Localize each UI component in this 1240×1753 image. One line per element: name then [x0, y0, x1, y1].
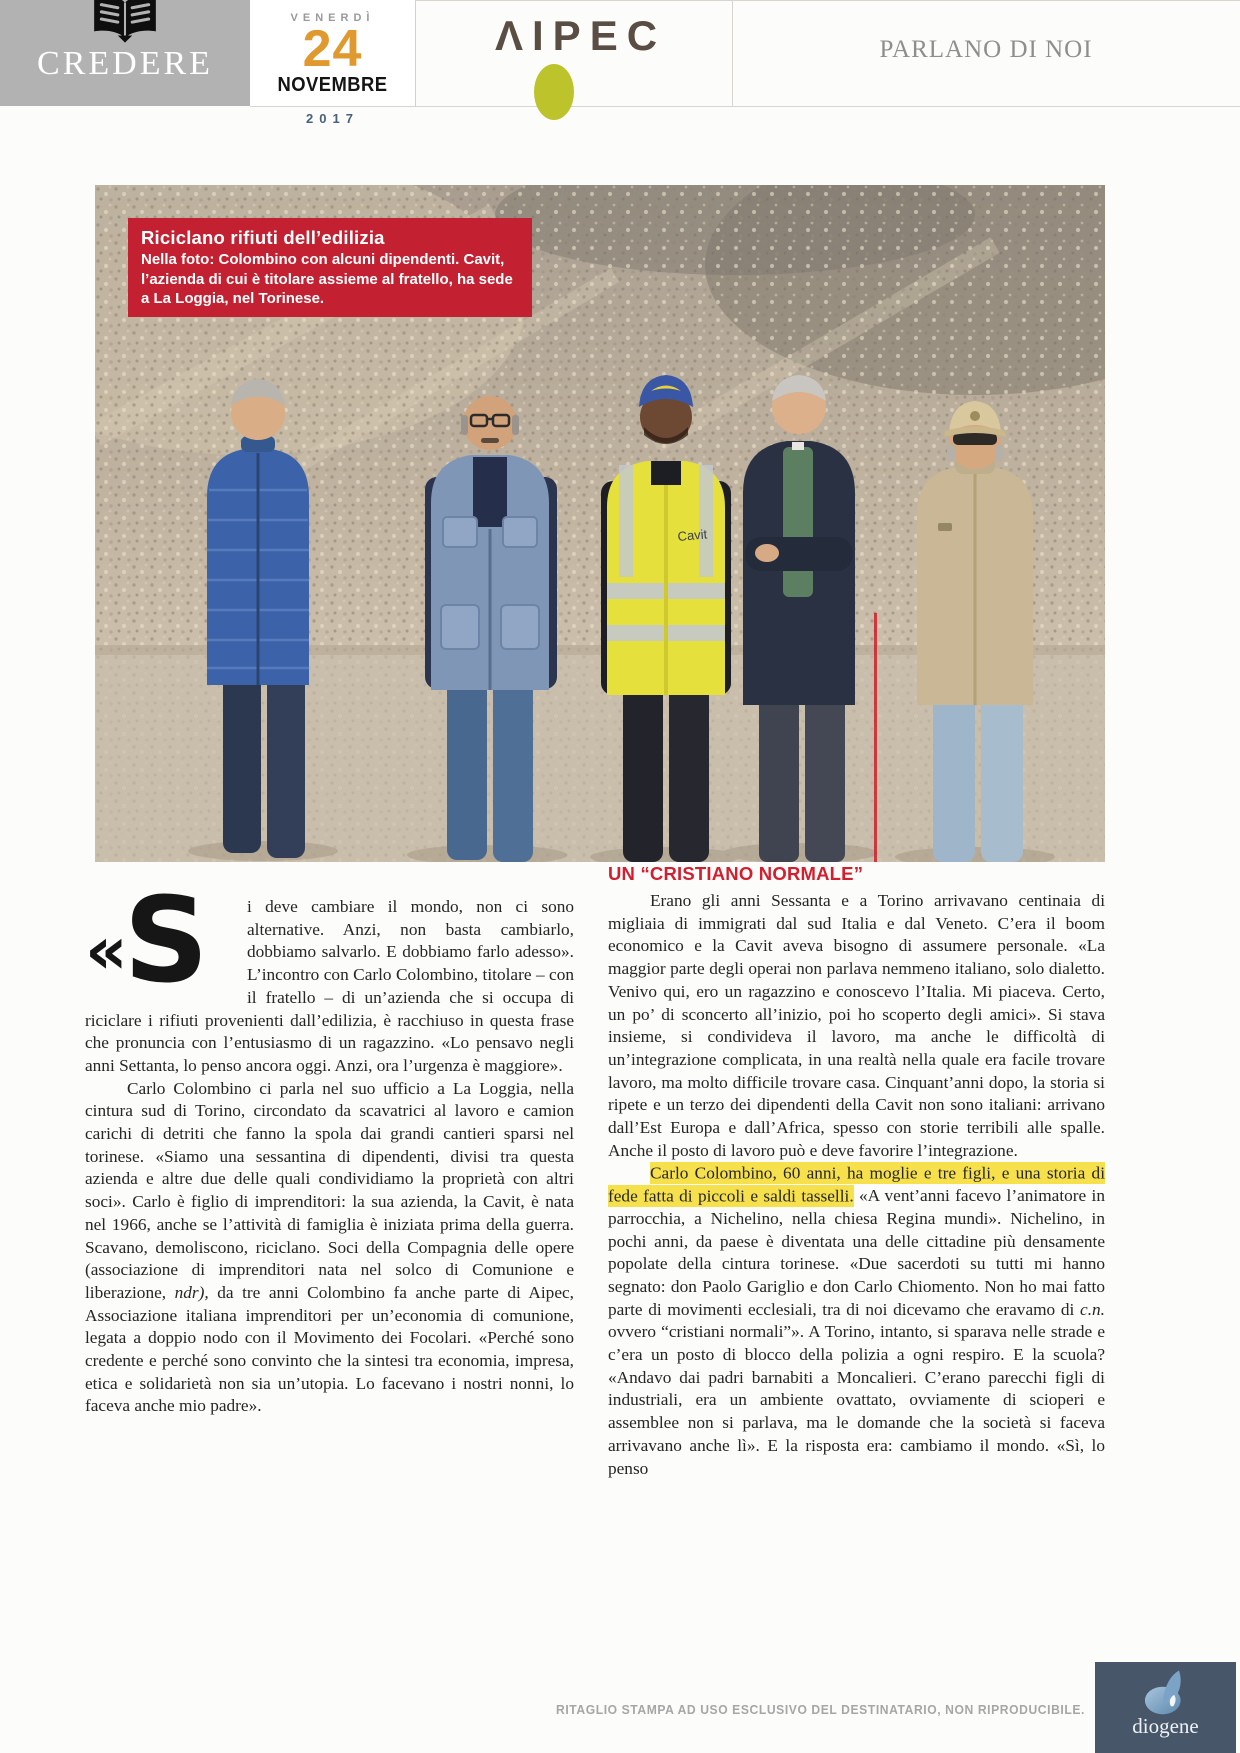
drop-cap	[85, 871, 247, 1009]
paragraph-text: i deve cambiare il mondo, non ci sono alternative. Anzi, non basta cambiarlo, dobbiamo salvarlo. E dobbiamo farlo adesso». L’incontro con Carlo Colombino, titolare – con il fratello – di un’azienda che si occupa di riciclare i rifiuti provenienti dall’edilizia, è racchiuso in questa frase che pronuncia con l’entusiasmo di un ragazzino. «Lo pensavo negli anni Settanta, lo penso ancora oggi. Anzi, ora l’urgenza è maggiore».	[85, 897, 574, 1075]
date-month: NOVEMBRE	[277, 74, 388, 96]
section-heading: UN “CRISTIANO NORMALE”	[608, 863, 864, 884]
photo-caption-body: Nella foto: Colombino con alcuni dipendenti. Cavit, l’azienda di cui è titolare assieme al fratello, ha sede a La Loggia, nel Torinese.	[141, 251, 513, 307]
paragraph-text: Carlo Colombino ci parla nel suo ufficio a La Loggia, nella cintura sud di Torino, circondato da scavatrici al lavoro e camion carichi di detriti che fanno la spola dai grandi cantieri sparsi nel torinese. «Siamo una sessantina di dipendenti, divisi tra questa azienda e altre due delle quali condividiamo la proprietà con altri soci». Carlo è figlio di imprenditori: la sua azienda, la Cavit, è nata nel 1966, anche se l’attività di famiglia è iniziata prima della guerra. Scavano, demoliscono, riciclano. Soci della Compagnia delle opere (associazione di imprenditori nata nel solco di Comunione e liberazione,	[85, 1078, 574, 1302]
drop-cap-quote: «	[85, 912, 124, 989]
article-photo	[95, 185, 1105, 862]
date-year: 2017	[306, 111, 359, 126]
paragraph-cavit	[85, 1078, 574, 1419]
date-weekday: VENERDÌ	[290, 12, 375, 24]
credere-section-box	[0, 0, 250, 106]
date-badge	[250, 0, 416, 106]
section-label: CREDERE	[37, 45, 213, 82]
header-top-rule	[415, 0, 1240, 1]
diogene-logo-box	[1095, 1662, 1236, 1753]
italic-ndr: ndr),	[174, 1282, 209, 1302]
diogene-logo-text: diogene	[1132, 1714, 1199, 1738]
paragraph-anni-sessanta: Erano gli anni Sessanta e a Torino arrivavano centinaia di migliaia di immigrati dal sud Italia e dal Veneto. C’era il boom economico e la Cavit aveva bisogno di assumere personale. «La maggior parte degli operai non parlava nemmeno italiano, solo dialetto. Venivo qui, ero un ragazzino e conoscevo l’Italia. Mi piaceva. Certo, un po’ di sconcerto all’inizio, poi ho scoperto degli amici». Si stava insieme, si condivideva il lavoro, ma anche le difficoltà di un’integrazione complicata, in una realtà nella quale era facile trovare lavoro, ma molto difficile trovare casa. Cinquant’anni dopo, la storia si ripete e un terzo dei dipendenti della Cavit non sono italiani: arrivano dall’Est Europa e dall’Africa, spesso con storie terribili alle spalle. Anche il posto di lavoro può e deve favorire l’integrazione.	[608, 891, 1105, 1160]
page-section-title: PARLANO DI NOI	[879, 36, 1093, 63]
paragraph-opening	[85, 871, 574, 1078]
paragraph-text: da tre anni Colombino fa anche parte di Aipec, Associazione italiana imprenditori per un’economia di comunione, legata a doppio nodo con il Movimento dei Focolari. «Perché sono credente e perché sono convinto che la sintesi tra economia, impresa, etica e solidarietà non sia un’utopia. Lo facevano i nostri nonni, lo faceva anche mio padre».	[85, 1282, 574, 1416]
press-disclaimer: RITAGLIO STAMPA AD USO ESCLUSIVO DEL DESTINATARIO, NON RIPRODUCIBILE.	[556, 1703, 1085, 1717]
drop-cap-letter: S	[123, 871, 209, 1009]
diogene-lamp-icon	[1140, 1668, 1192, 1720]
paragraph-text: ovvero “cristiani normali”». A Torino, intanto, si sparava nelle strade e c’era un posto di blocco della polizia a ogni respiro. E la scuola? «Andavo dai padri barnabiti a Moncalieri. C’erano parecchi figli di industriali, era un ambiente ovattato, ovviamente di scioperi e assemblee non si parlava, ma le domande che la società si faceva arrivavano anche lì». E la risposta era: cambiamo il mondo. «Sì, lo penso	[608, 1322, 1105, 1478]
date-day: 24	[302, 20, 363, 78]
paragraph-colombino	[608, 1162, 1105, 1480]
scan-artifact-red-line	[874, 613, 877, 862]
open-book-icon	[89, 0, 161, 43]
italic-cn: c.n.	[1080, 1299, 1105, 1319]
photo-caption	[128, 218, 532, 317]
paragraph-text: «A vent’anni facevo l’animatore in parrocchia, a Nichelino, nella chiesa Regina mundi». Nichelino, in pochi anni, da paese è diventata una delle cittadine più densamente popolate della cintura torinese. «Due sacerdoti su tutti mi hanno segnato: don Paolo Gariglio e don Carlo Chiomento. Non ho mai fatto parte di movimenti ecclesiali, tra di noi dicevamo che eravamo di	[608, 1186, 1105, 1319]
photo-caption-title: Riciclano rifiuti dell’edilizia	[141, 227, 385, 248]
vest-brand-text: Cavit	[676, 526, 708, 544]
aipec-logo-dot	[534, 64, 574, 120]
article-column-right	[608, 863, 1105, 1480]
article-column-left	[85, 871, 574, 1418]
header-bottom-rule	[250, 106, 1240, 107]
highlighted-sentence: Carlo Colombino, 60 anni, ha moglie e tre figli, e una storia di fede fatta di piccoli e saldi tasselli.	[608, 1163, 1105, 1206]
aipec-logo: ΛIPEC	[495, 12, 667, 59]
